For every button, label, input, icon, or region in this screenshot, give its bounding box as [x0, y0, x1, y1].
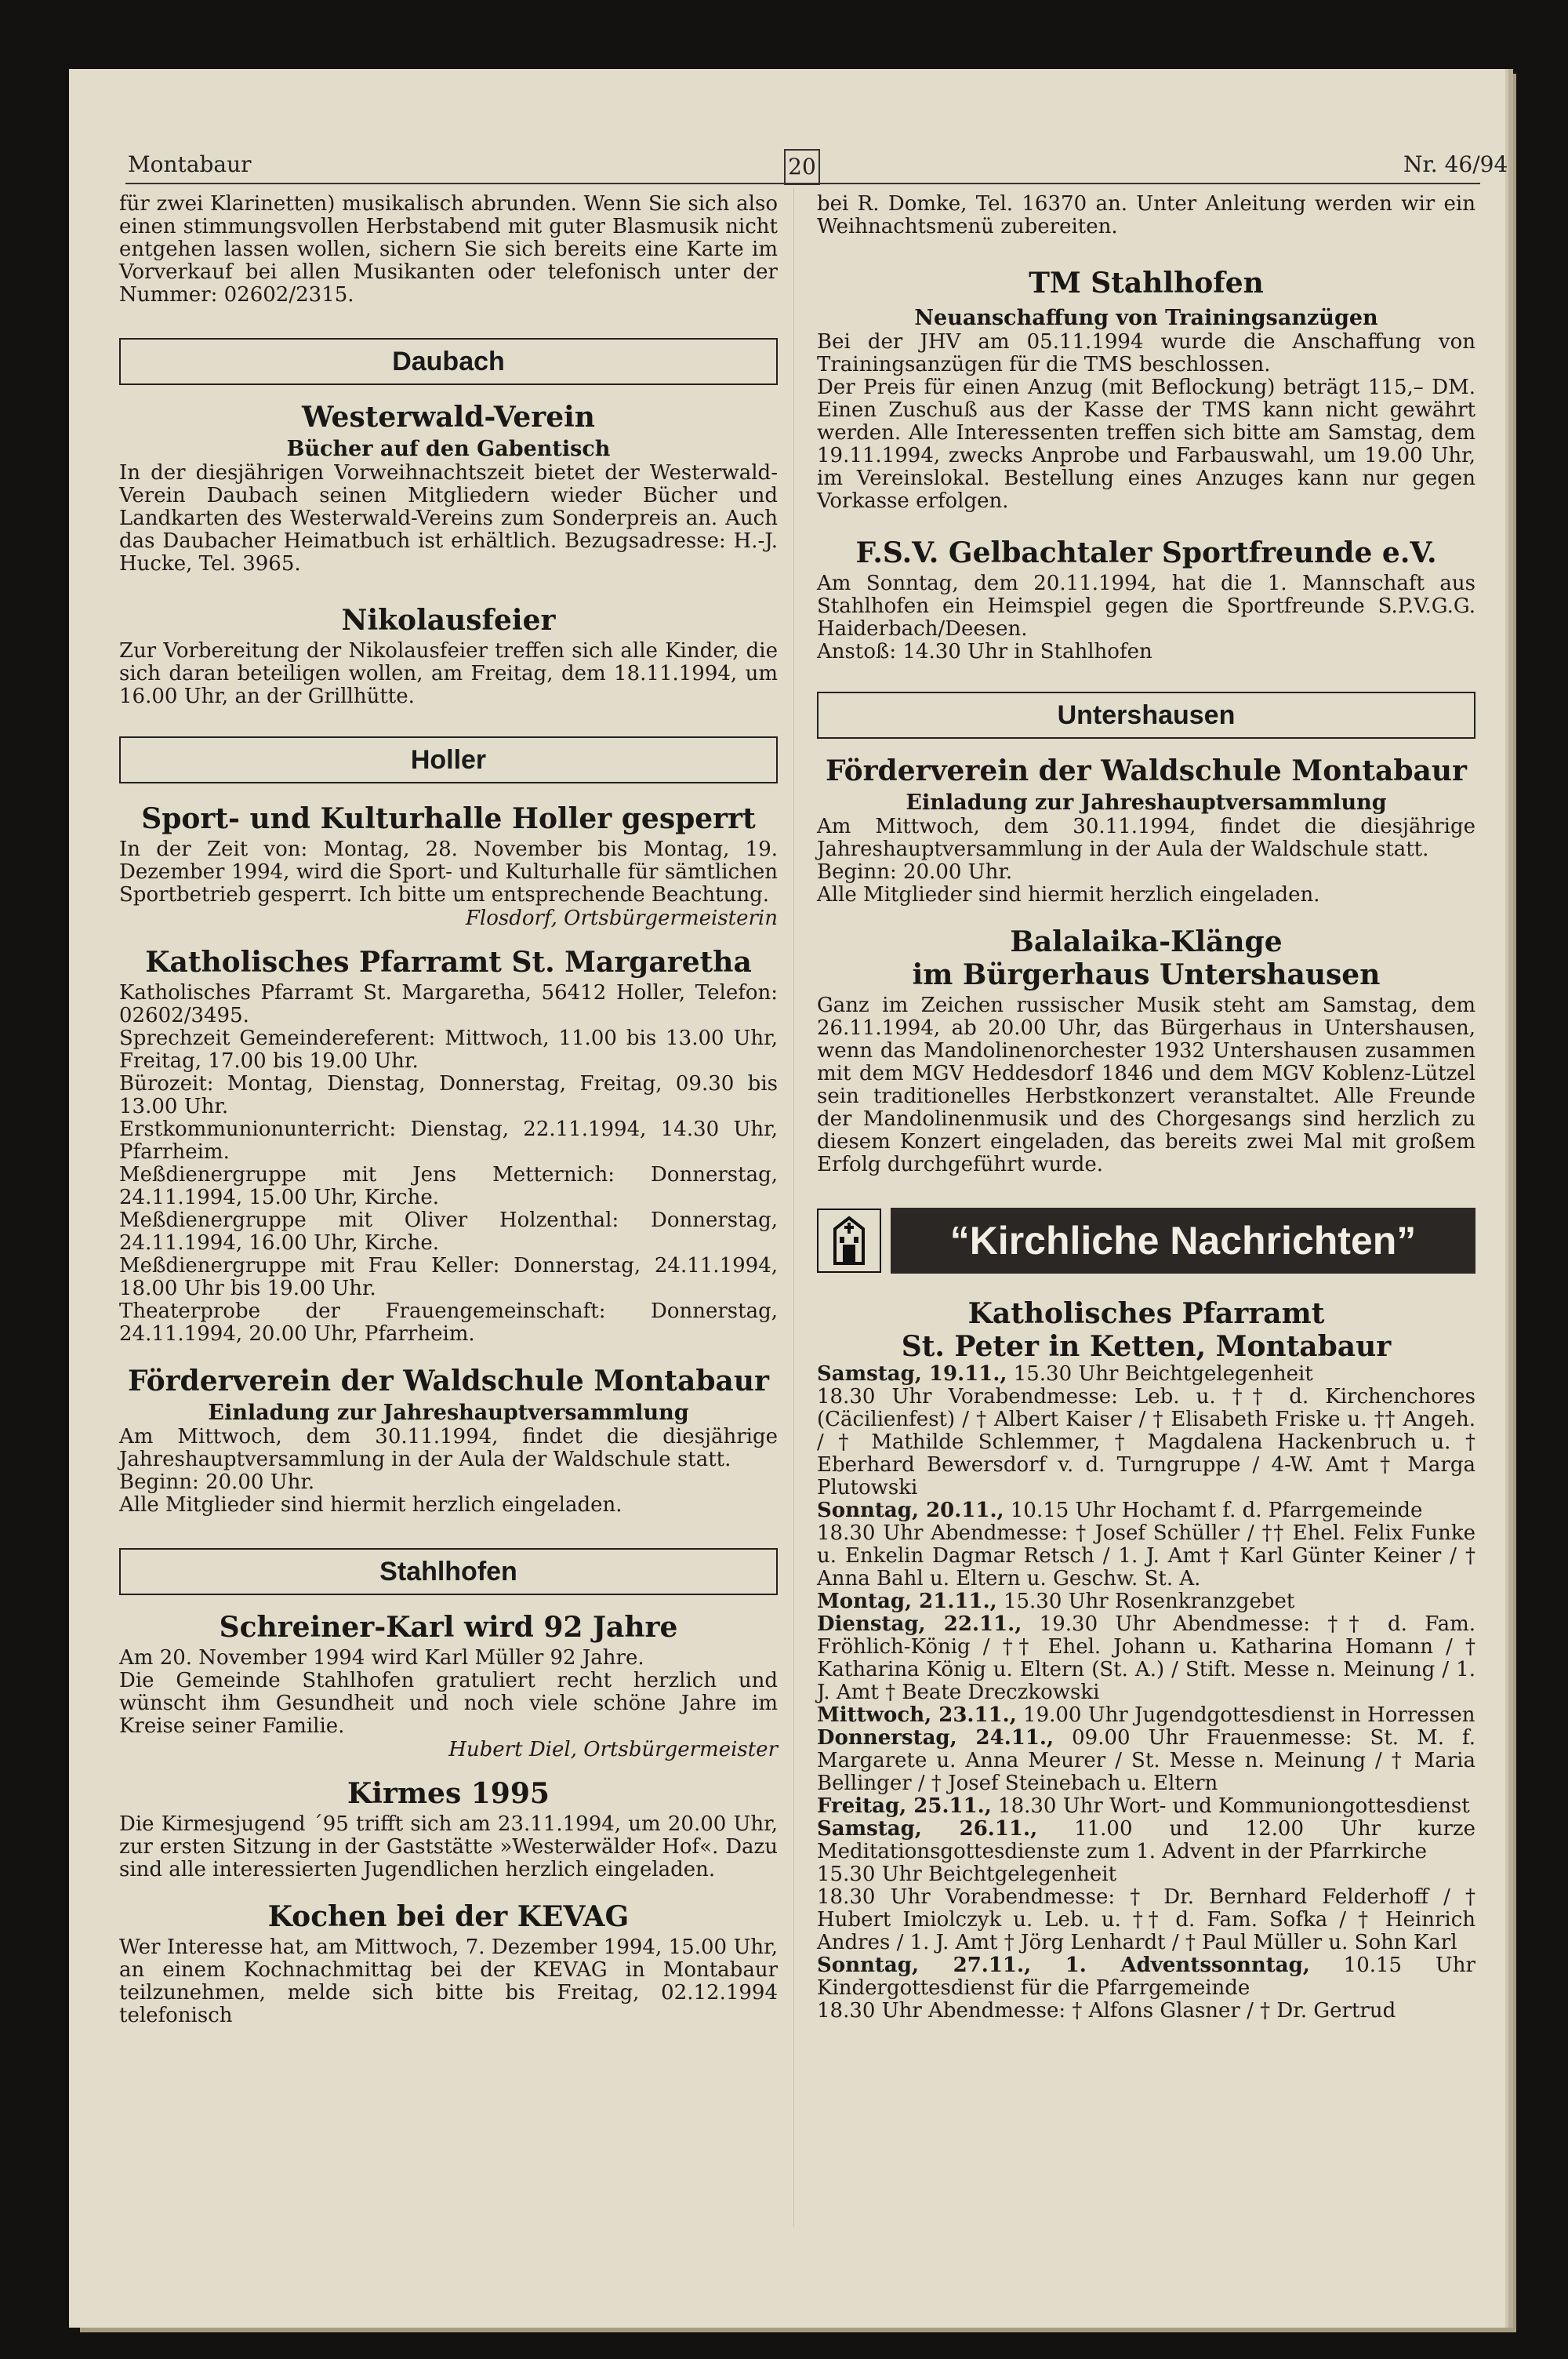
entry-day: Donnerstag, 24.11.,: [817, 1726, 1054, 1750]
subheading-gabentisch: Bücher auf den Gabentisch: [286, 437, 611, 461]
heading-foerderverein-left: Förderverein der Waldschule Montabaur: [127, 1365, 769, 1398]
pfarramt-line: Katholisches Pfarramt St. Margaretha, 56412 Holler, Telefon: 02602/3495.: [119, 981, 778, 1027]
entry-day: Dienstag, 22.11.,: [817, 1612, 1022, 1636]
schreiner-line: Am 20. November 1994 wird Karl Müller 92 Jahre.: [119, 1646, 644, 1670]
subheading-trainingsanzuege: Neuanschaffung von Trainingsanzügen: [914, 306, 1378, 330]
entry-text: 18.30 Uhr Abendmesse: † Josef Schüller / †† Ehel. Felix Funke u. Enkelin Dagmar Retsch / 1. J. Amt † Karl Günter Keiner / † Anna Bahl u. Eltern u. Geschw. St. A.: [817, 1521, 1475, 1590]
heading-kirmes: Kirmes 1995: [347, 1777, 550, 1810]
entry: [817, 1704, 1475, 1727]
subheading-jahreshauptversammlung: Einladung zur Jahreshauptversammlung: [208, 1401, 689, 1425]
entry-day: Samstag, 26.11.,: [817, 1817, 1038, 1841]
untershausen-line: Am Mittwoch, dem 30.11.1994, findet die diesjährige Jahreshauptversammlung in der Aula der Waldschule statt.: [817, 815, 1475, 861]
header-rule: [125, 183, 1480, 184]
left-column: [119, 193, 778, 2027]
gottesdienst-entries: [817, 1363, 1475, 2023]
heading-sporthalle: Sport- und Kulturhalle Holler gesperrt: [141, 802, 756, 835]
section-stahlhofen: Stahlhofen: [119, 1548, 778, 1595]
article-balalaika: Ganz im Zeichen russischer Musik steht am Samstag, dem 26.11.1994, ab 20.00 Uhr, das Bürgerhaus in Untershausen, wenn das Mandolinenorchester 1932 Untershausen zusammen mit dem MGV Heddesdorf 1846 und dem MGV Koblenz-Lützel sein traditionelles Herbstkonzert veranstaltet. Alle Freunde der Mandolinenmusik und des Chorgesangs sind herzlich zu diesem Konzert eingeladen, das bereits zwei Mal mit großem Erfolg durchgeführt wurde.: [817, 994, 1475, 1176]
heading-schreiner-karl: Schreiner-Karl wird 92 Jahre: [219, 1611, 678, 1644]
subheading-jahreshauptversammlung-right: Einladung zur Jahreshauptversammlung: [906, 791, 1387, 815]
entry-text: 11.00 und 12.00 Uhr kurze Meditationsgottesdienste zum 1. Advent in der Pfarrkirche: [817, 1817, 1475, 1863]
article-sporthalle: In der Zeit von: Montag, 28. November bis Montag, 19. Dezember 1994, wird die Sport- und Kulturhalle für sämtlichen Sportbetrieb gesperrt. Ich bitte um entsprechende Beachtung.: [119, 838, 778, 907]
fsv-line: Anstoß: 14.30 Uhr in Stahlhofen: [817, 640, 1152, 663]
right-column: [817, 193, 1475, 2023]
section-untershausen: Untershausen: [817, 692, 1475, 739]
entry: [817, 1818, 1475, 1863]
heading-pfarramt-st-peter-sub: St. Peter in Ketten, Montabaur: [901, 1330, 1392, 1363]
kirchliche-nachrichten-banner: [817, 1208, 1475, 1274]
pfarramt-line: Erstkommunionunterricht: Dienstag, 22.11.1994, 14.30 Uhr, Pfarrheim.: [119, 1118, 778, 1164]
issue-number: Nr. 46/94: [1403, 151, 1508, 177]
fsv-line: Am Sonntag, dem 20.11.1994, hat die 1. Mannschaft aus Stahlhofen ein Heimspiel gegen die Sportfreunde S.P.V.G.G. Haiderbach/Deesen.: [817, 572, 1475, 641]
entry-text: 18.30 Uhr Abendmesse: † Alfons Glasner / † Dr. Gertrud: [817, 1999, 1396, 2023]
untershausen-line: Beginn: 20.00 Uhr.: [817, 860, 1013, 884]
article-kirmes: Die Kirmesjugend ´95 trifft sich am 23.11.1994, um 20.00 Uhr, zur ersten Sitzung in der Gaststätte »Westerwälder Hof«. Dazu sind alle interessierten Jugendlichen herzlich eingeladen.: [119, 1812, 778, 1881]
pfarramt-line: Bürozeit: Montag, Dienstag, Donnerstag, Freitag, 09.30 bis 13.00 Uhr.: [119, 1072, 778, 1118]
intro-right: bei R. Domke, Tel. 16370 an. Unter Anleitung werden wir ein Weihnachtsmenü zubereiten.: [817, 192, 1475, 238]
signature-flosdorf: Flosdorf, Ortsbürgermeisterin: [465, 907, 778, 930]
tm-line: Der Preis für einen Anzug (mit Beflockung) beträgt 115,– DM. Einen Zuschuß aus der Kasse der TMS kann nicht gewährt werden. Alle Interessenten treffen sich bitte am Samstag, dem 19.11.1994, zwecks Anprobe und Farbauswahl, um 19.00 Uhr, im Vereinslokal. Bestellung eines Anzuges kann nur gegen Vorkasse erfolgen.: [817, 376, 1475, 513]
pfarramt-line: Meßdienergruppe mit Jens Metternich: Donnerstag, 24.11.1994, 15.00 Uhr, Kirche.: [119, 1163, 778, 1209]
pfarramt-line: Theaterprobe der Frauengemeinschaft: Donnerstag, 24.11.1994, 20.00 Uhr, Pfarrheim.: [119, 1299, 778, 1346]
tm-line: Bei der JHV am 05.11.1994 wurde die Anschaffung von Trainingsanzügen für die TMS beschlossen.: [817, 330, 1475, 376]
entry-day: Freitag, 25.11.,: [817, 1794, 992, 1818]
entry: [817, 1795, 1475, 1818]
column-gutter: [793, 188, 794, 2227]
foerderverein-line: Alle Mitglieder sind hiermit herzlich eingeladen.: [119, 1493, 622, 1517]
schreiner-line: Die Gemeinde Stahlhofen gratuliert recht herzlich und wünscht ihm Gesundheit und noch viele schöne Jahre im Kreise seiner Familie.: [119, 1669, 778, 1738]
banner-title: “Kirchliche Nachrichten”: [891, 1208, 1475, 1274]
entry-text: 09.00 Uhr Frauenmesse: St. M. f. Margarete u. Anna Meurer / St. Messe n. Meinung / † Maria Bellinger / † Josef Steinebach u. Eltern: [817, 1726, 1475, 1795]
entry-day: Mittwoch, 23.11.,: [817, 1703, 1017, 1727]
entry-text: 10.15 Uhr Hochamt f. d. Pfarrgemeinde: [1004, 1499, 1423, 1522]
heading-fsv-gelbachtaler: F.S.V. Gelbachtaler Sportfreunde e.V.: [855, 536, 1437, 569]
section-daubach: Daubach: [119, 338, 778, 385]
entry-day: Samstag, 19.11.,: [817, 1362, 1007, 1386]
pfarramt-line: Meßdienergruppe mit Oliver Holzenthal: Donnerstag, 24.11.1994, 16.00 Uhr, Kirche.: [119, 1209, 778, 1255]
entry-day: Montag, 21.11.,: [817, 1590, 997, 1613]
entry-text: 19.30 Uhr Abendmesse: †† d. Fam. Fröhlich-König / †† Ehel. Johann u. Katharina Homann / † Katharina König u. Eltern (St. A.) / Stift. Messe n. Meinung / 1. J. Amt † Beate Dreczkowski: [817, 1612, 1476, 1704]
entry-text: 19.00 Uhr Jugendgottesdienst in Horressen: [1016, 1703, 1475, 1727]
entry: [817, 1613, 1475, 1704]
header-town: Montabaur: [128, 151, 252, 177]
signature-diel: Hubert Diel, Ortsbürgermeister: [448, 1738, 778, 1761]
heading-tm-stahlhofen: TM Stahlhofen: [1029, 267, 1264, 300]
entry-text: 18.30 Uhr Vorabendmesse: † Dr. Bernhard Felderhoff / † Hubert Imiolczyk u. Leb. u. †† d. Fam. Sofka / † Heinrich Andres / 1. J. Amt † Jörg Lenhardt / † Paul Müller u. Sohn Karl: [817, 1885, 1475, 1954]
entry-text: 15.30 Uhr Rosenkranzgebet: [996, 1590, 1295, 1613]
entry: [817, 1363, 1475, 1386]
entry-day: Sonntag, 20.11.,: [817, 1499, 1004, 1522]
entry: [817, 1590, 1475, 1613]
untershausen-line: Alle Mitglieder sind hiermit herzlich eingeladen.: [817, 883, 1320, 907]
article-kevag: Wer Interesse hat, am Mittwoch, 7. Dezember 1994, 15.00 Uhr, an einem Kochnachmittag bei der KEVAG in Montabaur teilzunehmen, melde sich bitte bis Freitag, 02.12.1994 telefonisch: [119, 1936, 778, 2027]
section-holler: Holler: [119, 736, 778, 783]
heading-foerderverein-right: Förderverein der Waldschule Montabaur: [825, 754, 1467, 787]
page-number: 20: [784, 149, 820, 185]
entry: [817, 1886, 1475, 1954]
heading-pfarramt-st-peter: Katholisches Pfarramt: [967, 1297, 1325, 1330]
heading-nikolausfeier: Nikolausfeier: [341, 604, 556, 637]
pfarramt-line: Meßdienergruppe mit Frau Keller: Donnerstag, 24.11.1994, 18.00 Uhr bis 19.00 Uhr.: [119, 1254, 778, 1300]
entry: [817, 1954, 1475, 2000]
heading-pfarramt-margaretha: Katholisches Pfarramt St. Margaretha: [145, 946, 752, 979]
entry: [817, 1386, 1475, 1499]
article-nikolausfeier: Zur Vorbereitung der Nikolausfeier treffen sich alle Kinder, die sich daran beteiligen wollen, am Freitag, dem 18.11.1994, um 16.00 Uhr, an der Grillhütte.: [119, 639, 778, 708]
entry: [817, 2000, 1475, 2023]
entry-text: 18.30 Uhr Wort- und Kommuniongottesdienst: [991, 1794, 1470, 1818]
heading-kevag: Kochen bei der KEVAG: [267, 1900, 630, 1933]
entry-text: 18.30 Uhr Vorabendmesse: Leb. u. †† d. Kirchenchores (Cäcilienfest) / † Albert Kaiser / † Elisabeth Friske u. †† Angeh. / † Mathilde Schlemmer, † Magdalena Hackenbruch u. † Eberhard Bewersdorf v. d. Turngruppe / 4-W. Amt † Marga Plutowski: [817, 1385, 1475, 1499]
foerderverein-line: Am Mittwoch, dem 30.11.1994, findet die diesjährige Jahreshauptversammlung in der Aula der Waldschule statt.: [119, 1425, 778, 1471]
heading-balalaika-sub: im Bürgerhaus Untershausen: [912, 958, 1381, 991]
entry: [817, 1727, 1475, 1795]
article-westerwald-verein: In der diesjährigen Vorweihnachtszeit bietet der Westerwald-Verein Daubach seinen Mitgliedern wieder Bücher und Landkarten des Westerwald-Vereins zum Sonderpreis an. Auch das Daubacher Heimatbuch ist erhältlich. Bezugsadresse: H.-J. Hucke, Tel. 3965.: [119, 461, 778, 576]
entry-text: 15.30 Uhr Beichtgelegenheit: [1007, 1362, 1313, 1386]
entry: [817, 1522, 1475, 1590]
entry-text: 15.30 Uhr Beichtgelegenheit: [817, 1863, 1117, 1886]
entry-text: 10.15 Uhr Kindergottesdienst für die Pfarrgemeinde: [817, 1954, 1475, 2000]
intro-paragraph: für zwei Klarinetten) musikalisch abrunden. Wenn Sie sich also einen stimmungsvollen Herbstabend mit guter Blasmusik nicht entgehen lassen wollen, sichern Sie sich bereits eine Karte im Vorverkauf bei allen Musikanten oder telefonisch unter der Nummer: 02602/2315.: [119, 192, 778, 307]
entry: [817, 1863, 1475, 1886]
foerderverein-line: Beginn: 20.00 Uhr.: [119, 1470, 315, 1494]
heading-balalaika: Balalaika-Klänge: [1010, 925, 1283, 958]
church-icon: [817, 1209, 881, 1273]
heading-westerwald-verein: Westerwald-Verein: [302, 401, 595, 434]
entry: [817, 1499, 1475, 1522]
entry-day: Sonntag, 27.11., 1. Adventssonntag,: [817, 1954, 1310, 1977]
pfarramt-line: Sprechzeit Gemeindereferent: Mittwoch, 11.00 bis 13.00 Uhr, Freitag, 17.00 bis 19.00 Uhr.: [119, 1027, 778, 1073]
